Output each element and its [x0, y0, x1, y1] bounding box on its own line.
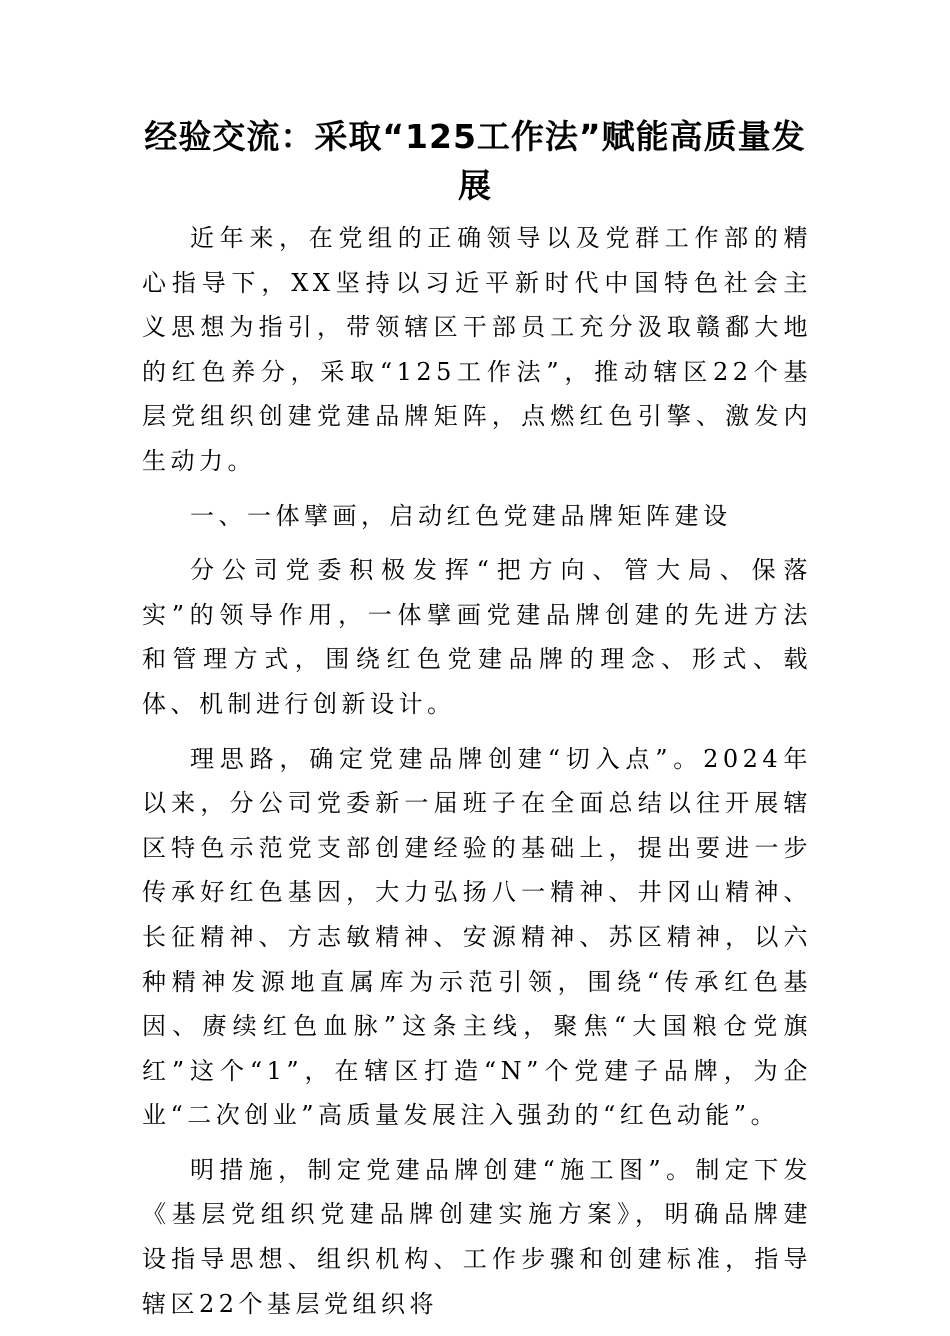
document-title: 经验交流：采取“125工作法”赋能高质量发展 [144, 117, 806, 205]
section-heading: 一、一体擘画，启动红色党建品牌矩阵建设 [190, 501, 732, 530]
body-paragraph: 理思路，确定党建品牌创建“切入点”。2024年以来，分公司党委新一届班子在全面总结以往开展辖区特色示范党支部创建经验的基础上，提出要进一步传承好红色基因，大力弘扬八一精神、井冈山精神、长征精神、方志敏精神、安源精神、苏区精神，以六种精神发源地直属库为示范引领，围绕“传承红色基因、赓续红色血脉”这条主线，聚焦“大国粮仓党旗红”这个“1”，在辖区打造“N”个党建子品牌，为企业“二次创业”高质量发展注入强劲的“红色动能”。 [142, 744, 812, 1130]
body-paragraph: 分公司党委积极发挥“把方向、管大局、保落实”的领导作用，一体擘画党建品牌创建的先进方法和管理方式，围绕红色党建品牌的理念、形式、载体、机制进行创新设计。 [142, 556, 812, 718]
body-paragraph: 明措施，制定党建品牌创建“施工图”。制定下发《基层党组织党建品牌创建实施方案》，明确品牌建设指导思想、组织机构、工作步骤和创建标准，指导辖区22个基层党组织将 [142, 1155, 812, 1318]
document-body [142, 216, 812, 1336]
intro-paragraph: 近年来，在党组的正确领导以及党群工作部的精心指导下，XX坚持以习近平新时代中国特色社会主义思想为指引，带领辖区干部员工充分汲取赣鄱大地的红色养分，采取“125工作法”，推动辖区22个基层党组织创建党建品牌矩阵，点燃红色引擎、激发内生动力。 [142, 224, 812, 475]
